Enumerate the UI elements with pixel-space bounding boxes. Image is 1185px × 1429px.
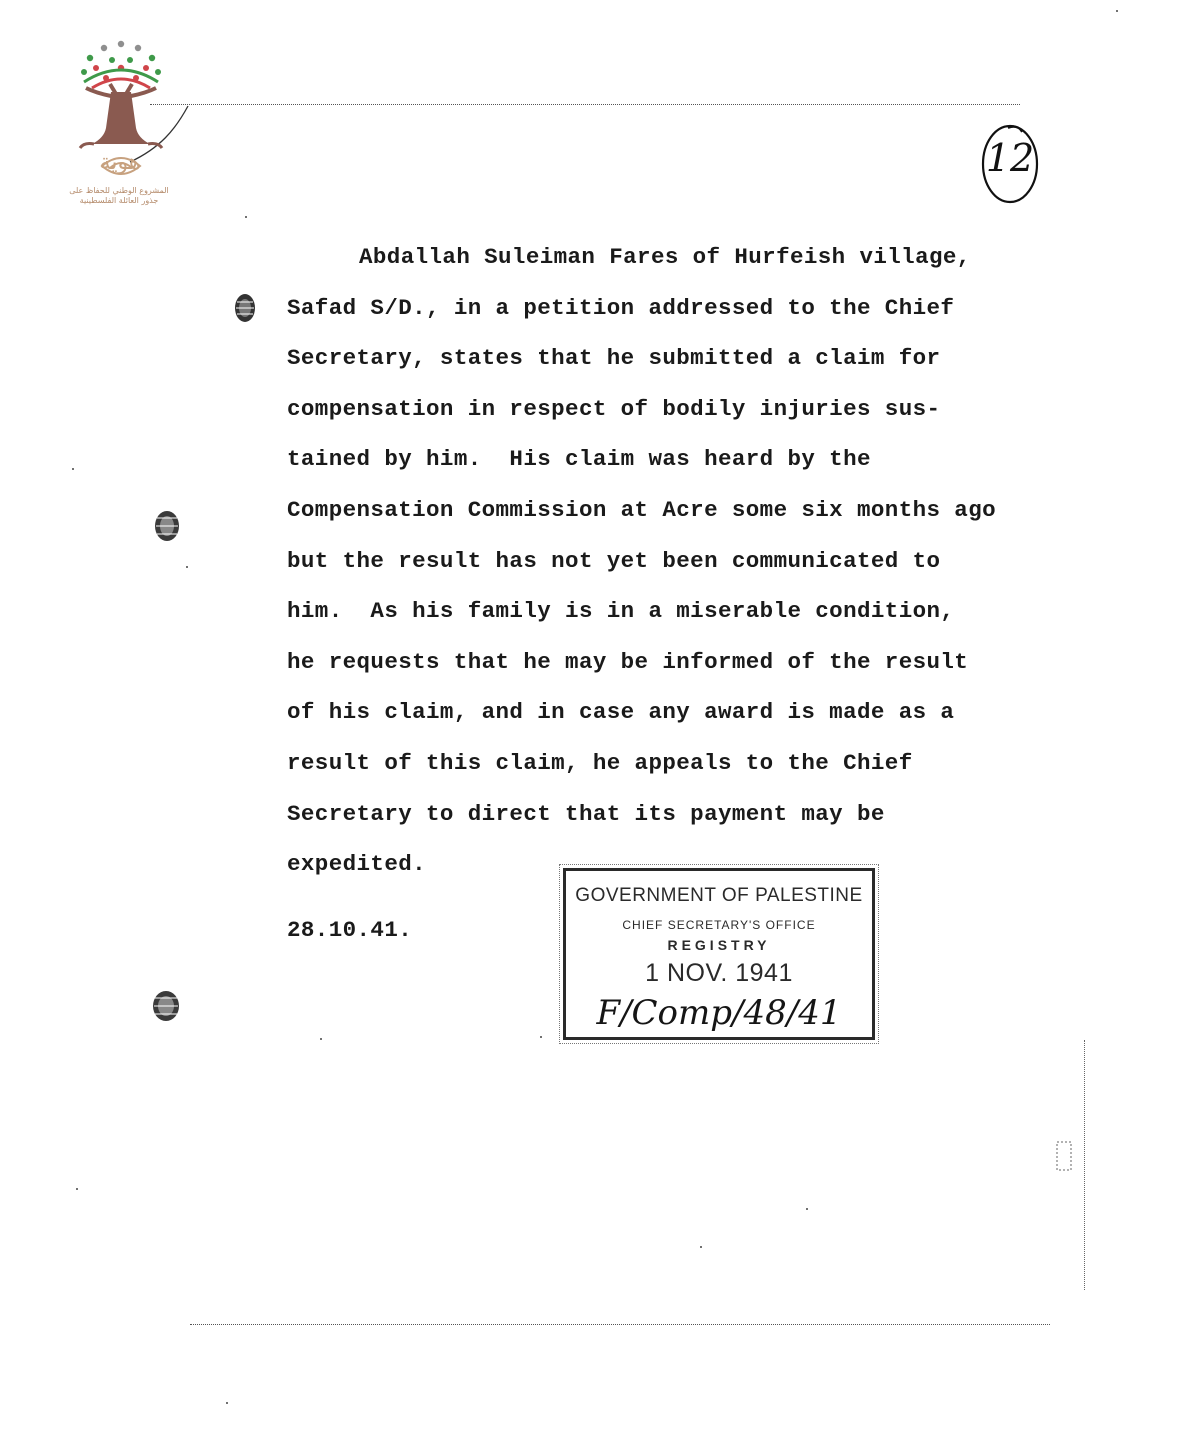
body-line: he requests that he may be informed of the result [287,648,969,675]
body-line: Safad S/D., in a petition addressed to the Chief [287,294,955,321]
punch-hole-mark [152,508,182,544]
bottom-scan-line [190,1324,1050,1325]
scan-speck [320,1038,322,1040]
body-line: Secretary, states that he submitted a claim for [287,345,941,372]
scan-speck [226,1402,228,1404]
logo-caption [64,186,174,206]
folio-number: 12 [985,136,1035,180]
registry-stamp [563,868,875,1040]
document-date: 28.10.41. [287,917,413,943]
scan-speck [806,1208,808,1210]
petition-summary [287,232,1077,890]
scan-speck [1116,10,1118,12]
punch-hole-mark [232,290,260,326]
body-line: result of this claim, he appeals to the Chief [287,749,913,776]
scan-speck [76,1188,78,1190]
body-line: him. As his family is in a miserable condition, [287,598,955,625]
stamp-office: CHIEF SECRETARY'S OFFICE [622,918,816,932]
stamp-organisation: GOVERNMENT OF PALESTINE [575,885,863,906]
scan-speck [245,216,247,218]
body-line: but the result has not yet been communicated to [287,547,941,574]
body-line: expedited. [287,851,427,878]
scan-speck [186,566,188,568]
right-edge-artifact [1084,1040,1085,1290]
punch-hole-mark [1055,1140,1075,1174]
logo-caption-line-2: جذور العائلة الفلسطينية [79,196,159,205]
body-line: tained by him. His claim was heard by the [287,446,871,473]
body-line: of his claim, and in case any award is made as a [287,699,955,726]
body-line: Compensation Commission at Acre some six months ago [287,496,997,523]
punch-hole-mark [150,988,182,1024]
logo-title: هوية [99,150,141,175]
scan-speck [700,1246,702,1248]
body-line: Secretary to direct that its payment may be [287,800,885,827]
stamp-registry: REGISTRY [667,937,771,953]
file-reference-handwritten: F/Comp/48/41 [596,993,842,1033]
body-line: Abdallah Suleiman Fares of Hurfeish village, [359,244,971,270]
top-scan-line [150,104,1020,105]
logo-caption-line-1: المشروع الوطني للحفاظ على [69,186,169,195]
body-line: compensation in respect of bodily injuries sus- [287,395,941,422]
scan-speck [540,1036,542,1038]
scan-speck [72,468,74,470]
stamp-received-date: 1 NOV. 1941 [645,959,793,987]
